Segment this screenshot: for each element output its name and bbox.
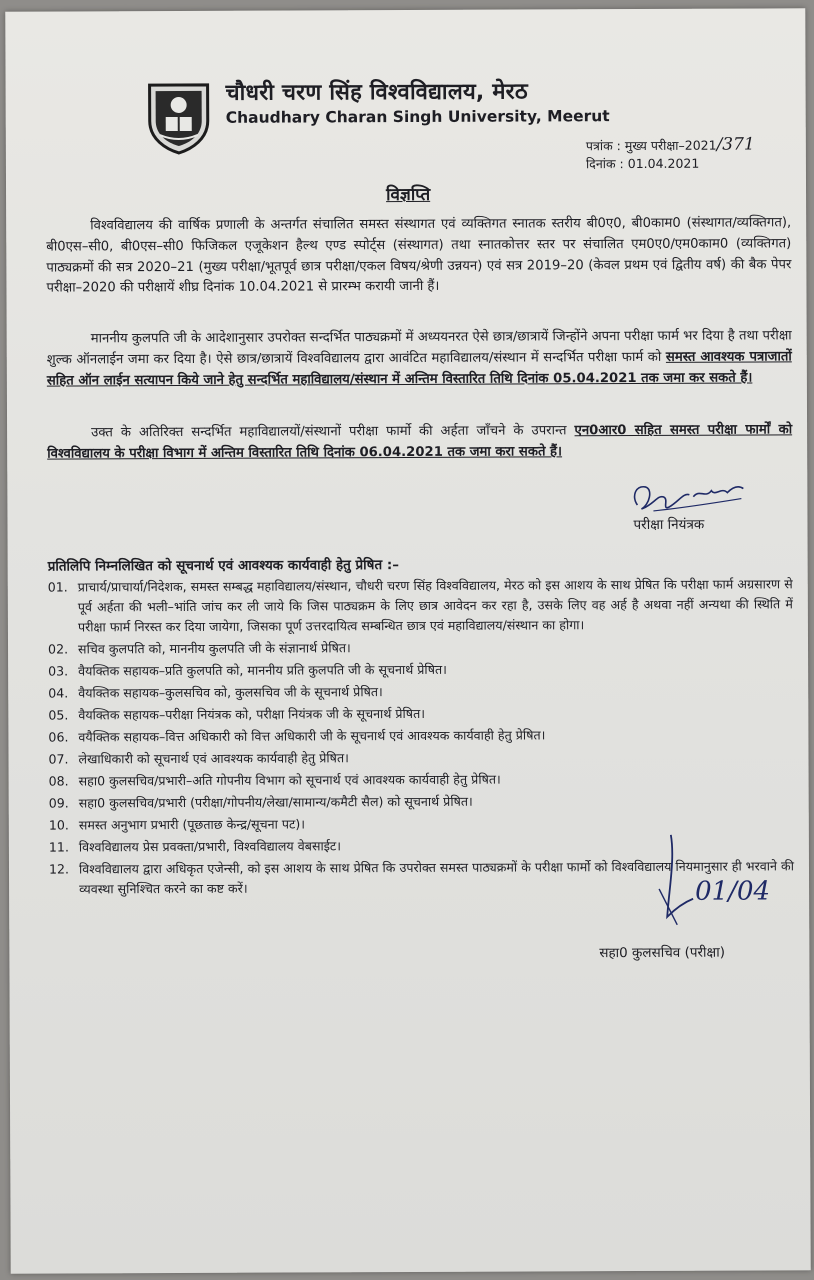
notice-title: विज्ञप्ति <box>386 184 431 206</box>
copy-to-item-number: 12. <box>48 861 70 877</box>
copy-to-item-text: लेखाधिकारी को सूचनार्थ एवं आवश्यक कार्यवाही हेतु प्रेषित। <box>78 750 349 767</box>
handwritten-date: 01/04 <box>695 876 771 907</box>
university-name-hindi: चौधरी चरण सिंह विश्वविद्यालय, मेरठ <box>225 79 528 106</box>
copy-to-item-text: सहा0 कुलसचिव/प्रभारी (परीक्षा/गोपनीय/लेखा/सामान्य/कमैटी सैल) को सूचनार्थ प्रेषित। <box>78 793 473 811</box>
controller-designation: परीक्षा नियंत्रक <box>633 516 705 534</box>
copy-to-item-text: सचिव कुलपति को, माननीय कुलपति जी के संज्ञानार्थ प्रेषित। <box>77 640 351 657</box>
paragraph-2 <box>47 326 792 392</box>
reference-handwritten: /371 <box>716 134 755 155</box>
notice-date: दिनांक : 01.04.2021 <box>585 155 700 172</box>
copy-to-heading: प्रतिलिपि निम्नलिखित को सूचनार्थ एवं आवश्यक कार्यवाही हेतु प्रेषित :– <box>47 557 400 575</box>
university-logo <box>146 81 212 155</box>
copy-to-item-text: सहा0 कुलसचिव/प्रभारी–अति गोपनीय विभाग को सूचनार्थ एवं आवश्यक कार्यवाही हेतु प्रेषित। <box>78 771 501 789</box>
copy-to-item-text: विश्वविद्यालय प्रेस प्रवक्ता/प्रभारी, विश्वविद्यालय वेबसाईट। <box>78 838 342 855</box>
copy-to-item-text: वैयक्तिक सहायक–प्रति कुलपति को, माननीय प्रति कुलपति जी के सूचनार्थ प्रेषित। <box>78 661 447 679</box>
copy-to-item-text: समस्त अनुभाग प्रभारी (पूछताछ केन्द्र/सूचना पट)। <box>78 816 306 833</box>
copy-to-item-number: 10. <box>48 817 69 833</box>
copy-to-item-number: 07. <box>48 751 69 767</box>
notice-document <box>5 8 810 1273</box>
copy-to-item <box>48 746 793 769</box>
copy-to-item-text: वैयक्तिक सहायक–परीक्षा नियंत्रक को, परीक्षा नियंत्रक जी के सूचनार्थ प्रेषित। <box>78 705 426 723</box>
copy-to-item-text: प्राचार्य/प्राचार्या/निदेशक, समस्त सम्बद्ध महाविद्यालय/संस्थान, चौधरी चरण सिंह विश्वविद्यालय, मेरठ को इस आशय के साथ प्रेषित कि परीक्षा फार्म अग्रसारण से पूर्व अर्हता की भली–भांति जांच कर ली जाये कि जिस पाठ्यक्रम के लिए छात्र आवेदन कर रहा है, उसके लिए वह अर्ह है अथवा नहीं अन्यथा की स्थिति में परीक्षा फार्म निरस्त कर दिया जायेगा, जिसका पूर्ण उत्तरदायित्व सम्बन्धित छात्र एवं महाविद्यालय/संस्थान का होगा। <box>77 576 793 635</box>
copy-to-item-text: वैयक्तिक सहायक–कुलसचिव को, कुलसचिव जी के सूचनार्थ प्रेषित। <box>78 684 383 701</box>
copy-to-item-text: वयैक्तिक सहायक–वित्त अधिकारी को वित्त अधिकारी जी के सूचनार्थ एवं आवश्यक कार्यवाही हेतु प्रेषित। <box>78 727 546 745</box>
copy-to-item <box>48 680 793 703</box>
paragraph-1: विश्वविद्यालय की वार्षिक प्रणाली के अन्तर्गत संचालित समस्त संस्थागत एवं व्यक्तिगत स्नातक स्तरीय बी0ए0, बी0काम0 (संस्थागत/व्यक्तिगत), बी0एस–सी0, बी0एस–सी0 फिजिकल एजूकेशन हैल्थ एण्ड स्पोर्ट्स (संस्थागत) तथा स्नातकोत्तर स्तर पर संचालित एम0ए0/एम0काम0 (व्यक्तिगत) पाठ्यक्रमों की सत्र 2020–21 (मुख्य परीक्षा/भूतपूर्व छात्र परीक्षा/एकल विषय/श्रेणी उन्नयन) एवं सत्र 2019–20 (केवल प्रथम एवं द्वितीय वर्ष) की बैक पेपर परीक्षा–2020 की परीक्षायें शीघ्र दिनांक 10.04.2021 से प्रारम्भ करायी जानी हैं। <box>46 215 792 296</box>
reference-number <box>586 134 755 155</box>
copy-to-item <box>48 724 793 747</box>
paragraph-3-text: उक्त के अतिरिक्त सन्दर्भित महाविद्यालयों/संस्थानों परीक्षा फार्मो की अर्हता जाँचने के उपरान्त <box>91 423 575 441</box>
paragraph-2-emphasis: समस्त आवश्यक पत्राजातों सहित ऑन लाईन सत्यापन किये जाने हेतु सन्दर्भित महाविद्यालय/संस्थान में अन्तिम विस्तारित तिथि दिनांक 05.04.2021 तक जमा कर सकते हैं। <box>46 349 792 389</box>
copy-to-item-number: 05. <box>48 707 69 723</box>
copy-to-item-number: 02. <box>47 641 69 657</box>
copy-to-item-text: विश्वविद्यालय द्वारा अधिकृत एजेन्सी, को इस आशय के साथ प्रेषित कि उपरोक्त समस्त पाठ्यक्रमों के परीक्षा फार्मो को विश्वविद्यालय नियमानुसार ही भरवाने की व्यवस्था सुनिश्चित करने का कष्ट करें। <box>78 858 795 897</box>
copy-to-item-number: 11. <box>48 839 69 855</box>
copy-to-item-number: 03. <box>48 663 69 679</box>
copy-to-item <box>49 768 794 791</box>
copy-to-item <box>48 574 793 637</box>
copy-to-item <box>48 658 793 681</box>
paragraph-2-text: माननीय कुलपति जी के आदेशानुसार उपरोक्त सन्दर्भित पाठ्यक्रमों में अध्ययनरत ऐसे छात्र/छात्रायें जिन्होंने अपना परीक्षा फार्म भर दिया है तथा परीक्षा शुल्क ऑनलाईन जमा कर दिया है। ऐसे छात्र/छात्रायें विश्वविद्यालय द्वारा आवंटित महाविद्यालय/संस्थान में सन्दर्भित परीक्षा फार्म को <box>46 328 792 368</box>
copy-to-item-number: 09. <box>48 795 69 811</box>
paragraph-3 <box>47 420 792 465</box>
copy-to-item-number: 01. <box>47 579 68 595</box>
assistant-registrar-designation: सहा0 कुलसचिव (परीक्षा) <box>599 944 725 962</box>
copy-to-item <box>48 702 793 725</box>
copy-to-item <box>49 790 794 813</box>
copy-to-item <box>48 636 793 659</box>
university-name-english: Chaudhary Charan Singh University, Meerut <box>225 107 610 127</box>
copy-to-item-number: 04. <box>48 685 69 701</box>
reference-label: पत्रांक : मुख्य परीक्षा–2021 <box>585 137 717 154</box>
copy-to-item-number: 08. <box>48 773 69 789</box>
copy-to-item-number: 06. <box>48 729 69 745</box>
paragraph-3-emphasis: एन0आर0 सहित समस्त परीक्षा फार्मों को विश्वविद्यालय के परीक्षा विभाग में अन्तिम विस्तारित तिथि दिनांक 06.04.2021 तक जमा करा सकते हैं। <box>47 422 793 462</box>
